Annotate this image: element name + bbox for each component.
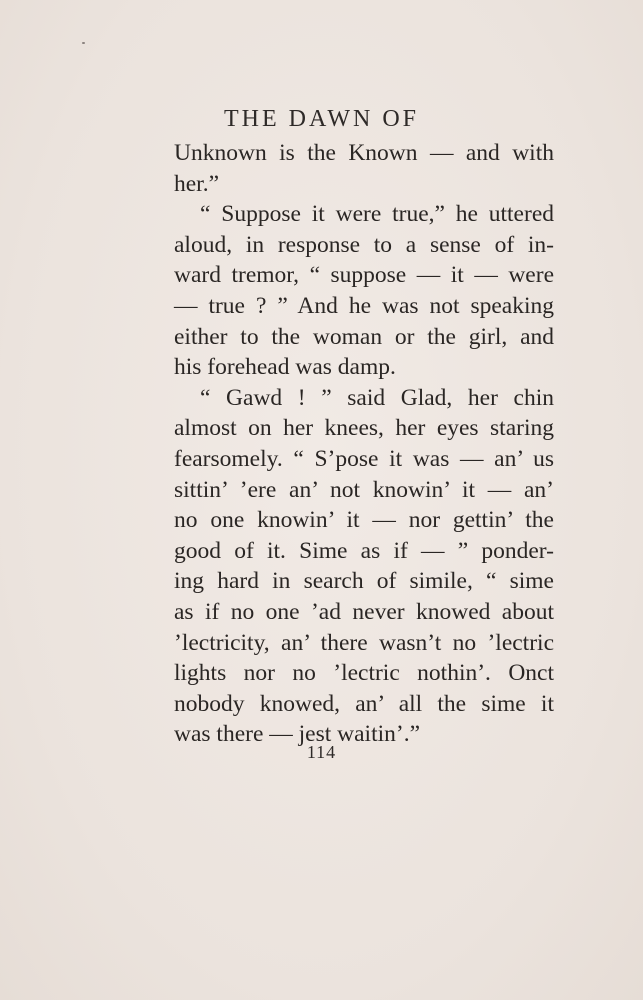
text-line: “ Gawd ! ” said Glad, her chin [200, 384, 554, 411]
text-line: was there — jest waitin’.” [174, 721, 421, 748]
text-line: almost on her knees, her eyes staring [174, 415, 554, 442]
text-line: her.” [174, 170, 220, 197]
text-line: Unknown is the Known — and with [174, 140, 554, 166]
text-line: either to the woman or the girl, and [174, 323, 554, 350]
text-line: no one knowin’ it — nor gettin’ the [174, 507, 554, 534]
text-line: his forehead was damp. [174, 354, 396, 381]
text-line: ing hard in search of simile, “ sime [174, 568, 554, 595]
text-line: good of it. Sime as if — ” ponder- [174, 537, 554, 564]
body-text [174, 138, 554, 750]
paper-speck [82, 42, 85, 44]
text-line: lights nor no ’lectric nothin’. Onct [174, 660, 554, 687]
text-line: as if no one ’ad never knowed about [174, 598, 554, 625]
text-line: fearsomely. “ S’pose it was — an’ us [174, 445, 554, 472]
page-number: 114 [306, 742, 337, 762]
text-line: “ Suppose it were true,” he uttered [200, 201, 554, 228]
text-line: ’lectricity, an’ there wasn’t no ’lectric [174, 629, 554, 656]
running-head: THE DAWN OF [223, 106, 420, 132]
text-line: ward tremor, “ suppose — it — were [174, 262, 554, 289]
text-line: aloud, in response to a sense of in- [174, 231, 554, 258]
text-line: nobody knowed, an’ all the sime it [174, 690, 554, 717]
text-line: — true ? ” And he was not speaking [174, 292, 554, 319]
text-line: sittin’ ’ere an’ not knowin’ it — an’ [174, 476, 554, 503]
